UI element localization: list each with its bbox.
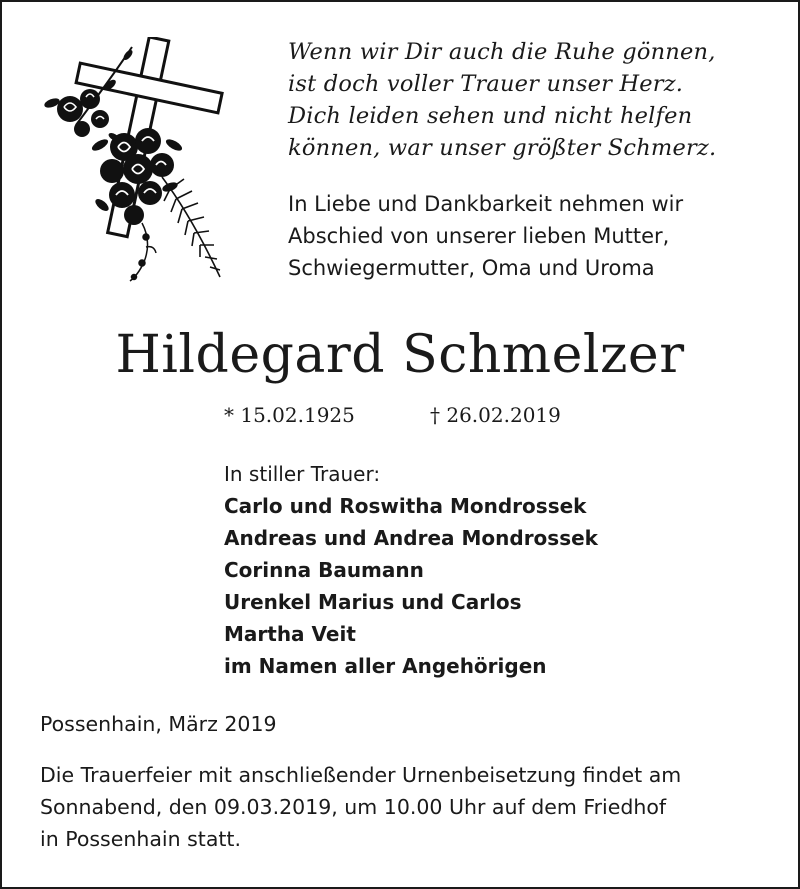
poem bbox=[288, 36, 788, 164]
mourner-name: Carlo und Roswitha Mondrossek bbox=[224, 494, 587, 518]
intro-text bbox=[288, 188, 788, 284]
death-date: † 26.02.2019 bbox=[430, 403, 561, 427]
mourners-lead: In stiller Trauer: bbox=[224, 462, 381, 486]
mourner-name: Andreas und Andrea Mondrossek bbox=[224, 526, 598, 550]
mourners-block bbox=[224, 458, 784, 682]
mourner-name: im Namen aller Angehörigen bbox=[224, 654, 547, 678]
mourner-name: Martha Veit bbox=[224, 622, 356, 646]
ceremony-line: in Possenhain statt. bbox=[40, 827, 241, 851]
poem-line: Wenn wir Dir auch die Ruhe gönnen, bbox=[288, 39, 716, 65]
poem-line: Dich leiden sehen und nicht helfen bbox=[288, 103, 693, 129]
deceased-name: Hildegard Schmelzer bbox=[115, 325, 685, 385]
intro-line: Abschied von unserer lieben Mutter, bbox=[288, 224, 670, 248]
ceremony-line: Sonnabend, den 09.03.2019, um 10.00 Uhr auf dem Friedhof bbox=[40, 795, 667, 819]
birth-date: * 15.02.1925 bbox=[224, 403, 355, 427]
poem-line: können, war unser größter Schmerz. bbox=[288, 135, 717, 161]
life-dates bbox=[2, 400, 798, 430]
intro-line: Schwiegermutter, Oma und Uroma bbox=[288, 256, 655, 280]
cross-with-roses-icon bbox=[42, 37, 232, 287]
mourner-name: Corinna Baumann bbox=[224, 558, 424, 582]
poem-line: ist doch voller Trauer unser Herz. bbox=[288, 71, 684, 97]
ceremony-line: Die Trauerfeier mit anschließender Urnenbeisetzung findet am bbox=[40, 763, 682, 787]
place-date: Possenhain, März 2019 bbox=[40, 712, 277, 736]
mourner-name: Urenkel Marius und Carlos bbox=[224, 590, 522, 614]
ceremony-info bbox=[40, 759, 790, 855]
intro-line: In Liebe und Dankbarkeit nehmen wir bbox=[288, 192, 684, 216]
